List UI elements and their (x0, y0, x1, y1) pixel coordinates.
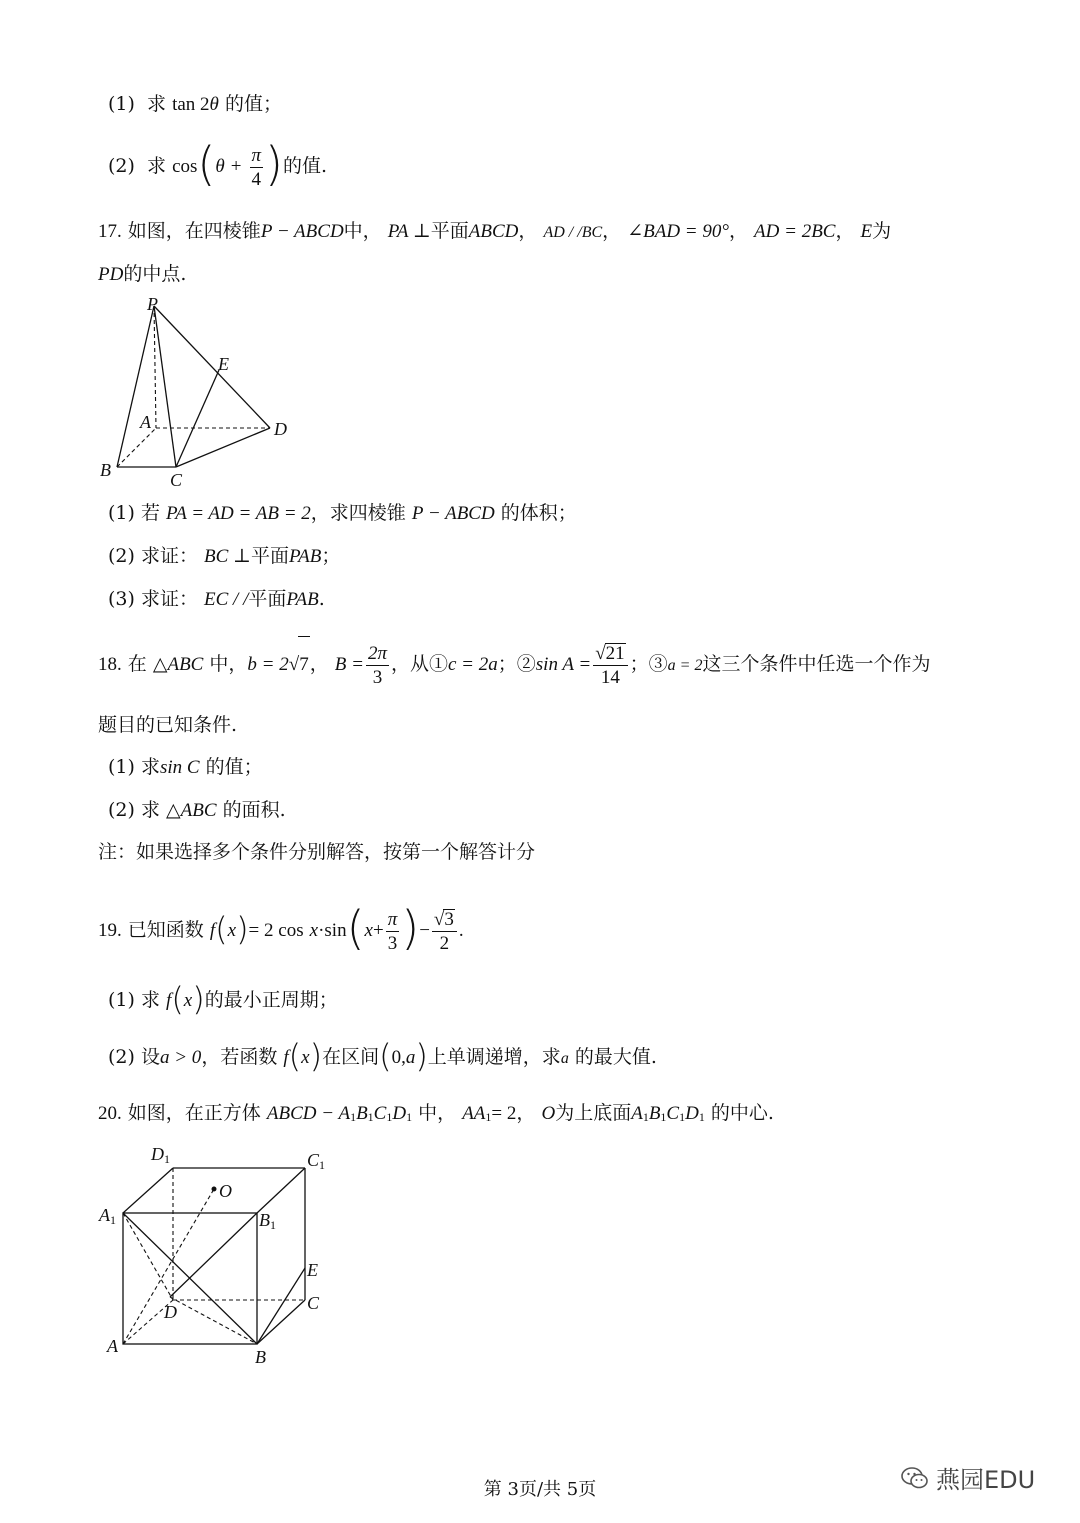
label-a2: A (107, 1336, 118, 1356)
label-c2: C (307, 1293, 320, 1313)
label-e: E (218, 354, 229, 374)
q18-note: 注：如果选择多个条件分别解答，按第一个解答计分 (98, 841, 536, 863)
wechat-icon (900, 1465, 930, 1491)
q18-part2: (2) 求 △ABC 的面积. (108, 799, 286, 821)
q17-line2: PD的中点. (98, 263, 187, 285)
q17-part2: (2) 求证： BC ⊥平面PAB； (108, 545, 341, 567)
label-b: B (100, 460, 111, 480)
label-e2: E (307, 1260, 318, 1280)
label-b1: B1 (259, 1210, 276, 1232)
label-d: D (274, 419, 287, 439)
label-c1: C1 (307, 1150, 326, 1172)
q20-line1: 20. 如图，在正方体 ABCD − $A_1B_1C_1D_1$ 中， $AA_1= 2$， O为上底面$A_1B_1C_1D_1$ 的中心. (98, 1102, 774, 1124)
q18-line2: 题目的已知条件. (98, 714, 238, 736)
q19-part2: (2) 设a > 0，若函数 f(x)在区间(0,a)上单调递增，求a 的最大值. (108, 1037, 657, 1075)
label-b2: B (255, 1347, 266, 1367)
sqrt21-over-14: $\frac{√21}{14}$ (593, 643, 627, 687)
sqrt3-over-2: $\frac{√3}{2}$ (432, 909, 457, 953)
q19-part1: (1) 求 f(x)的最小正周期； (108, 980, 338, 1018)
label-p: P (147, 294, 158, 314)
two-pi-over-3: $\frac{2\pi}{3}$ (367, 642, 387, 688)
label-d1: D1 (151, 1144, 170, 1166)
label-a: A (140, 412, 151, 432)
cube-figure (95, 1140, 345, 1370)
watermark (900, 1460, 1035, 1495)
q17-line1: 17. 如图，在四棱锥P − ABCD中， PA ⊥平面ABCD， AD / /BC， ∠BAD = 90°， AD = 2BC， E为 (98, 220, 892, 242)
q17-part3: (3) 求证： EC / /平面PAB. (108, 588, 325, 610)
pyramid-figure (90, 290, 300, 495)
q19-line1: 19. 已知函数 f(x)= 2 cos x·sin(x+ $\frac{\pi}{3}$ )− $\frac{√3}{2}$ . (98, 901, 464, 955)
q16-part1: (1) 求 tan 2θ 的值； (108, 93, 282, 115)
q17-part1: (1) 若 PA = AD = AB = 2，求四棱锥 P − ABCD 的体积； (108, 502, 577, 524)
watermark-text: 燕园EDU (936, 1466, 1036, 1494)
label-a1: A1 (99, 1205, 116, 1227)
pi-over-3: $\frac{\pi}{3}$ (387, 908, 398, 954)
q18-part1: (1) 求sin C 的值； (108, 756, 263, 778)
q16-part2: (2) 求 cos(θ + $\frac{\pi}{4}$ )的值. (108, 137, 328, 191)
page-footer: 第 3页/共 5页 (483, 1479, 597, 1500)
pi-over-4: $\frac{\pi}{4}$ (251, 144, 262, 190)
q18-line1: 18. 在 △ABC 中，b = 2√7， B = $\frac{2\pi}{3}$ ，从①c = 2a；②sin A = $\frac{√21}{14}$ ；③a = 2这三个条件中任选一个作为 (98, 636, 930, 694)
label-o: O (219, 1181, 232, 1201)
label-d2: D (164, 1302, 177, 1322)
label-c: C (170, 470, 183, 490)
